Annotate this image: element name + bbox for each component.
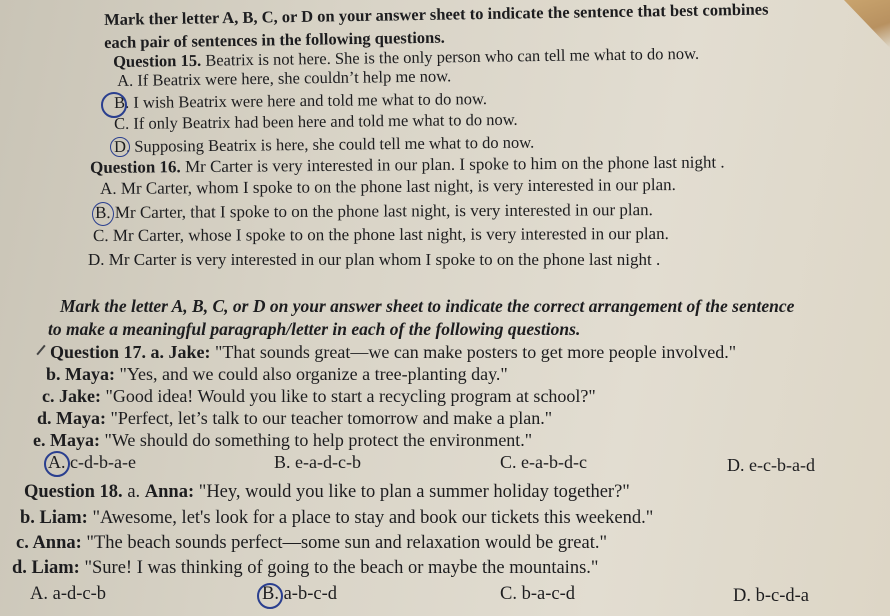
q17-option-a: A. c-d-b-a-e: [48, 452, 136, 472]
q18-line-d: [12, 558, 598, 579]
q17-option-b: B. e-a-d-c-b: [274, 452, 361, 472]
q15-text: Beatrix is not here. She is the only person who can tell me what to do now.: [205, 43, 700, 70]
q18-a-speaker: Anna:: [144, 482, 195, 502]
q17-a-quote: "That sounds great—we can make posters to get more people involved.": [215, 342, 737, 362]
q18-option-c: C. b-a-c-d: [500, 584, 575, 604]
q18-option-a: A. a-d-c-b: [30, 584, 107, 604]
option-b-circle-mark: [92, 202, 114, 226]
q18-d-quote: "Sure! I was thinking of going to the beach or maybe the mountains.": [84, 558, 599, 578]
section2-instruction-line2: to make a meaningful paragraph/letter in each of the following questions.: [48, 319, 581, 339]
q17-e-quote: "We should do something to help protect the environment.": [104, 430, 533, 450]
q17-line-b: [46, 364, 508, 385]
q17-b-quote: "Yes, and we could also organize a tree-planting day.": [119, 364, 508, 384]
q17-line-a: [50, 342, 736, 363]
q17-line-d: [37, 408, 552, 429]
answer-circle-mark: [44, 451, 70, 477]
q17-line-e: [33, 430, 532, 451]
section1-instruction-line2: each pair of sentences in the following questions.: [104, 27, 445, 52]
q18-label: Question 18.: [24, 482, 123, 502]
q16-stem: [90, 152, 725, 178]
q16-text: Mr Carter is very interested in our plan. I spoke to him on the phone last night .: [184, 152, 725, 177]
q15-option-a: A. If Beatrix were here, she couldn’t help me now.: [117, 66, 452, 90]
q18-b-speaker: b. Liam:: [20, 508, 88, 528]
q18-option-d: D. b-c-d-a: [733, 586, 810, 606]
q18-c-speaker: c. Anna:: [16, 533, 82, 553]
q18-option-b: B. a-b-c-d: [262, 584, 337, 604]
q17-option-c: C. e-a-b-d-c: [500, 452, 587, 472]
q15-option-d: D. Supposing Beatrix is here, she could tell me what to do now.: [114, 132, 535, 156]
page-edge-decoration: [844, 0, 890, 48]
q17-option-d: D. e-c-b-a-d: [727, 455, 815, 475]
q17-label: Question 17.: [50, 342, 147, 362]
q16-option-d: D. Mr Carter is very interested in our plan whom I spoke to on the phone last night .: [88, 250, 661, 269]
q17-c-speaker: c. Jake:: [42, 386, 101, 406]
q15-option-c: C. If only Beatrix had been here and told me what to do now.: [114, 109, 518, 133]
section1-instruction-line1: Mark ther letter A, B, C, or D on your answer sheet to indicate the sentence that best combines: [104, 0, 769, 29]
q17-line-c: [42, 386, 596, 407]
tick-mark: [36, 345, 45, 355]
q16-option-c: C. Mr Carter, whose I spoke to on the phone last night, is very interested in our plan.: [93, 223, 669, 245]
q18-a-marker: a.: [127, 482, 141, 502]
q15-option-b: B. I wish Beatrix were here and told me what to do now.: [114, 89, 488, 112]
q18-line-a: [24, 482, 630, 503]
q18-d-speaker: d. Liam:: [12, 558, 80, 578]
option-d-circle-mark: [110, 137, 130, 157]
q18-line-b: [20, 508, 653, 529]
q17-b-speaker: b. Maya:: [46, 364, 115, 384]
q16-label: Question 16.: [90, 157, 181, 177]
section2-instruction-line1: Mark the letter A, B, C, or D on your answer sheet to indicate the correct arrangement of the sentence: [60, 296, 795, 316]
q18-b-quote: "Awesome, let's look for a place to stay and book our tickets this weekend.": [92, 508, 654, 528]
q17-d-quote: "Perfect, let’s talk to our teacher tomorrow and make a plan.": [110, 408, 553, 428]
q17-d-speaker: d. Maya:: [37, 408, 106, 428]
q15-label: Question 15.: [113, 50, 202, 71]
q17-c-quote: "Good idea! Would you like to start a recycling program at school?": [105, 386, 596, 406]
q16-option-b: B. Mr Carter, that I spoke to on the phone last night, is very interested in our plan.: [95, 200, 653, 222]
q17-a-speaker: a. Jake:: [150, 342, 211, 362]
q16-option-a: A. Mr Carter, whom I spoke to on the phone last night, is very interested in our plan.: [100, 174, 676, 198]
q18-line-c: [16, 533, 607, 554]
q17-e-speaker: e. Maya:: [33, 430, 100, 450]
answer-circle-mark: [257, 583, 283, 609]
q18-a-quote: "Hey, would you like to plan a summer holiday together?": [198, 482, 630, 502]
q18-c-quote: "The beach sounds perfect—some sun and relaxation would be great.": [86, 533, 608, 553]
